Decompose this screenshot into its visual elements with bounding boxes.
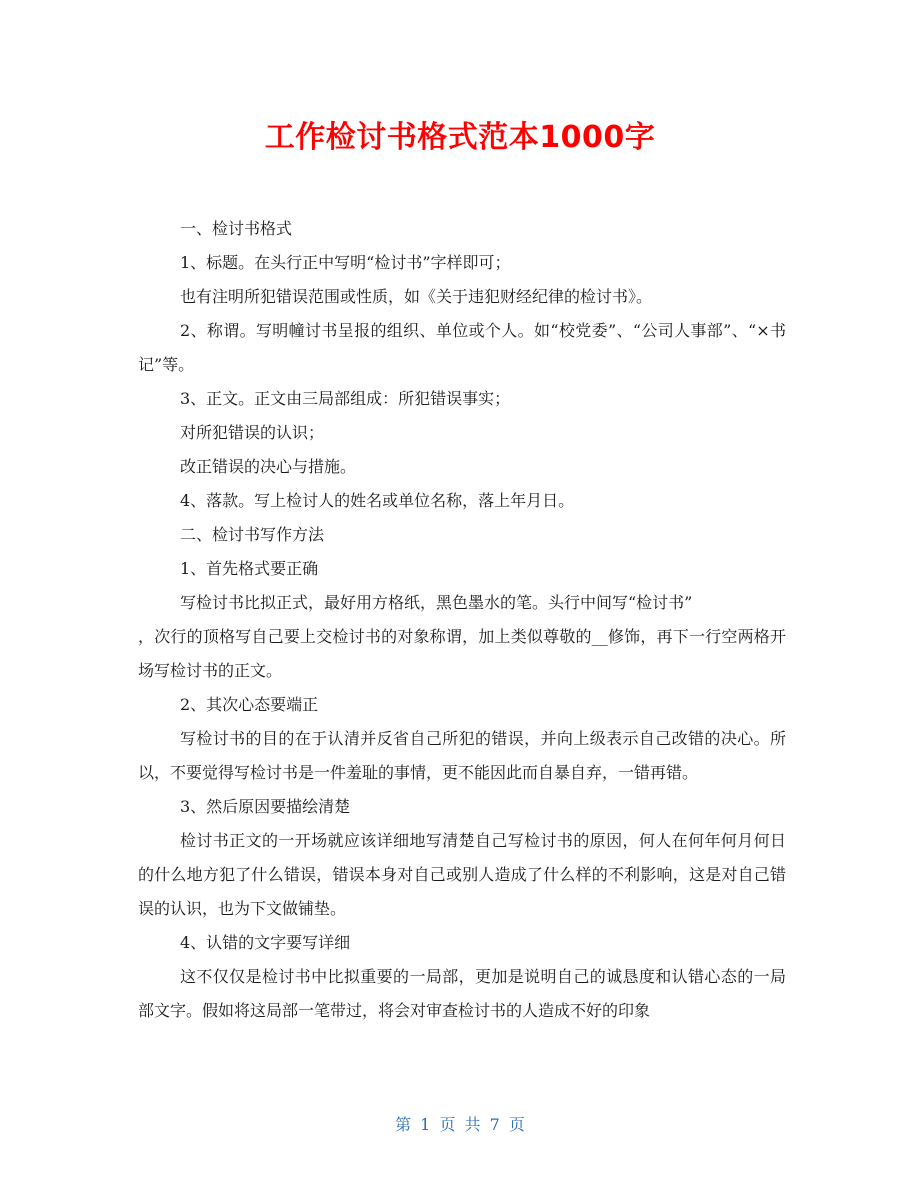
document-body bbox=[138, 212, 786, 1028]
body-paragraph: 4、落款。写上检讨人的姓名或单位名称，落上年月日。 bbox=[180, 491, 575, 510]
body-paragraph: 这不仅仅是检讨书中比拟重要的一局部，更加是说明自己的诚恳度和认错心态的一局部文字。假如将这局部一笔带过，将会对审查检讨书的人造成不好的印象 bbox=[138, 967, 786, 1020]
body-paragraph: 也有注明所犯错误范围或性质，如《关于违犯财经纪律的检讨书》。 bbox=[180, 287, 653, 306]
body-paragraph: 写检讨书的目的在于认清并反省自己所犯的错误，并向上级表示自己改错的决心。所以，不要觉得写检讨书是一件羞耻的事情，更不能因此而自暴自弃，一错再错。 bbox=[138, 729, 786, 782]
body-paragraph: 1、首先格式要正确 bbox=[180, 559, 319, 578]
body-paragraph: 对所犯错误的认识； bbox=[180, 423, 325, 442]
page-number-footer: 第 1 页 共 7 页 bbox=[395, 1115, 525, 1134]
body-paragraph: 1、标题。在头行正中写明“检讨书”字样即可； bbox=[180, 253, 511, 272]
body-paragraph: 3、然后原因要描绘清楚 bbox=[180, 797, 351, 816]
body-paragraph: 改正错误的决心与措施。 bbox=[180, 457, 357, 476]
body-paragraph: 2、其次心态要端正 bbox=[180, 695, 319, 714]
body-paragraph: ，次行的顶格写自己要上交检讨书的对象称谓，加上类似尊敬的__修饰，再下一行空两格开场写检讨书的正文。 bbox=[138, 627, 786, 680]
body-paragraph: 4、认错的文字要写详细 bbox=[180, 933, 351, 952]
body-paragraph: 写检讨书比拟正式，最好用方格纸，黑色墨水的笔。头行中间写“检讨书” bbox=[180, 593, 693, 612]
body-paragraph: 检讨书正文的一开场就应该详细地写清楚自己写检讨书的原因，何人在何年何月何日的什么地方犯了什么错误，错误本身对自己或别人造成了什么样的不利影响，这是对自己错误的认识，也为下文做铺垫。 bbox=[138, 831, 786, 918]
body-paragraph: 2、称谓。写明幢讨书呈报的组织、单位或个人。如“校党委”、“公司人事部”、“×书记”等。 bbox=[138, 321, 786, 374]
body-paragraph: 3、正文。正文由三局部组成：所犯错误事实； bbox=[180, 389, 511, 408]
document-title: 工作检讨书格式范本1000字 bbox=[264, 120, 656, 155]
body-paragraph: 一、检讨书格式 bbox=[180, 219, 293, 238]
body-paragraph: 二、检讨书写作方法 bbox=[180, 525, 325, 544]
